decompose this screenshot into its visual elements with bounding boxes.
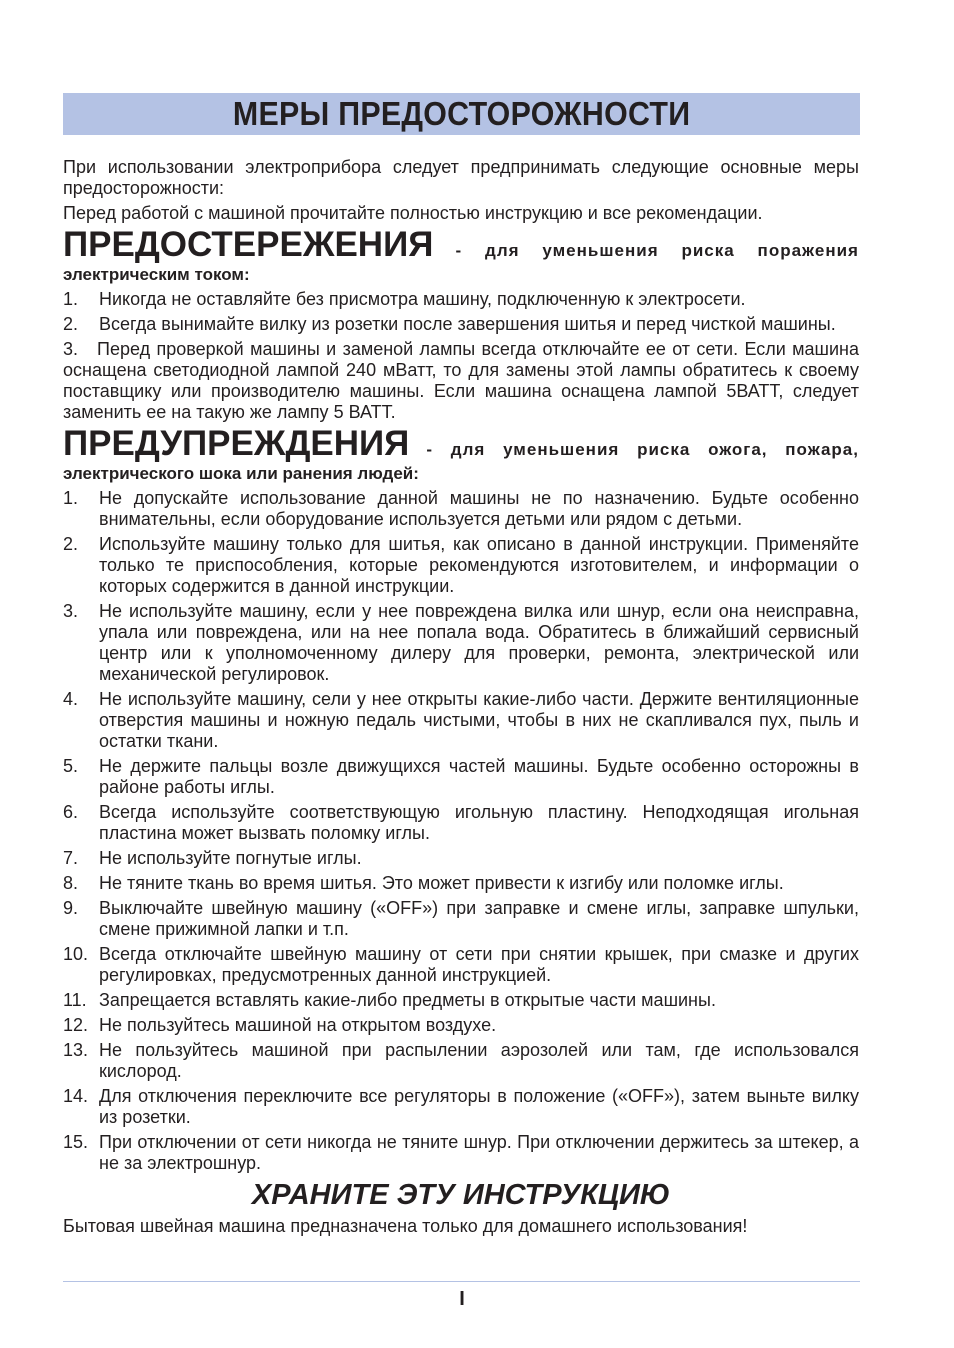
- list-item: [63, 756, 859, 798]
- title-banner: [63, 93, 860, 135]
- content: [63, 157, 859, 1241]
- item-text: Не допускайте использование данной машины не по назначению. Будьте особенно внимательны, если оборудование используется детьми или рядом с детьми.: [99, 488, 859, 529]
- item-number: 9.: [63, 898, 79, 918]
- list-item: [63, 339, 859, 423]
- item-number: 12.: [63, 1015, 89, 1035]
- item-text: Не используйте погнутые иглы.: [99, 848, 362, 868]
- cautions-list: [63, 289, 859, 335]
- item-text: Не держите пальцы возле движущихся частей машины. Будьте особенно осторожны в районе работы иглы.: [99, 756, 859, 797]
- item-number: 2.: [63, 534, 79, 554]
- footer-note: Бытовая швейная машина предназначена только для домашнего использования!: [63, 1216, 748, 1236]
- item-text: Не используйте машину, если у нее повреждена вилка или шнур, если она неисправна, упала или повреждена, или на нее попала вода. Обратитесь в ближайший сервисный центр или к уполномоченному дилеру для проверки, ремонта, электрической или механической регулировок.: [99, 601, 859, 684]
- item-text: Выключайте швейную машину («OFF») при заправке и смене иглы, заправке шпульки, смене прижимной лапки и т.п.: [99, 898, 859, 939]
- item-number: 13.: [63, 1040, 89, 1060]
- item-text: Не используйте машину, сели у нее открыты какие-либо части. Держите вентиляционные отверстия машины и ножную педаль чистыми, чтобы в них не скапливался пух, пыль и остатки ткани.: [99, 689, 859, 751]
- list-item: [63, 990, 859, 1011]
- item-number: 5.: [63, 756, 79, 776]
- item-text: Перед проверкой машины и заменой лампы всегда отключайте ее от сети. Если машина оснащена светодиодной лампой 240 мВатт, то для замены этой лампы обратитесь к своему поставщику или производителю машины. Если машина оснащена лампой 5ВАТТ, следует заменить ее на такую же лампу 5 ВАТТ.: [63, 339, 859, 422]
- list-item: [63, 314, 859, 335]
- list-item: [63, 1040, 859, 1082]
- item-text: Не пользуйтесь машиной при распылении аэрозолей или там, где использовался кислород.: [99, 1040, 859, 1081]
- item-text: Не пользуйтесь машиной на открытом воздухе.: [99, 1015, 497, 1035]
- list-item: [63, 289, 859, 310]
- cautions-heading-tail: - для уменьшения риска поражения: [455, 241, 859, 260]
- cautions-heading-title: ПРЕДОСТЕРЕЖЕНИЯ: [63, 225, 434, 264]
- list-item: [63, 1015, 859, 1036]
- item-text: Не тяните ткань во время шитья. Это может привести к изгибу или поломке иглы.: [99, 873, 784, 893]
- list-item: [63, 534, 859, 597]
- warnings-heading-title: ПРЕДУПРЕЖДЕНИЯ: [63, 424, 410, 463]
- item-number: 7.: [63, 848, 79, 868]
- item-text: Никогда не оставляйте без присмотра машину, подключенную к электросети.: [99, 289, 746, 309]
- warnings-heading-tail: - для уменьшения риска ожога, пожара,: [426, 440, 859, 459]
- item-text: Запрещается вставлять какие-либо предметы в открытые части машины.: [99, 990, 716, 1010]
- list-item: [63, 944, 859, 986]
- item-text: Всегда отключайте швейную машину от сети при снятии крышек, при смазке и других регулировках, предусмотренных данной инструкцией.: [99, 944, 859, 985]
- item-number: 3.: [63, 339, 79, 359]
- item-text: Всегда используйте соответствующую игольную пластину. Неподходящая игольная пластина может вызвать поломку иглы.: [99, 802, 859, 843]
- item-text: При отключении от сети никогда не тяните шнур. При отключении держитесь за штекер, а не за электрошнур.: [99, 1132, 859, 1173]
- cautions-subheading: электрическим током:: [63, 265, 250, 284]
- intro-paragraph: При использовании электроприбора следует предпринимать следующие основные меры предосторожности:: [63, 157, 859, 198]
- item-text: Для отключения переключите все регуляторы в положение («OFF»), затем выньте вилку из розетки.: [99, 1086, 859, 1127]
- item-number: 1.: [63, 488, 79, 508]
- list-item: [63, 848, 859, 869]
- list-item: [63, 601, 859, 685]
- list-item: [63, 1086, 859, 1128]
- page-title: МЕРЫ ПРЕДОСТОРОЖНОСТИ: [232, 95, 691, 132]
- cautions-heading: [63, 225, 859, 268]
- list-item: [63, 689, 859, 752]
- item-number: 3.: [63, 601, 79, 621]
- item-number: 4.: [63, 689, 79, 709]
- item-number: 10.: [63, 944, 89, 964]
- item-number: 11.: [63, 990, 87, 1010]
- list-item: [63, 488, 859, 530]
- item-number: 14.: [63, 1086, 89, 1106]
- item-number: 6.: [63, 802, 79, 822]
- list-item: [63, 802, 859, 844]
- warnings-heading: [63, 424, 859, 467]
- list-item: [63, 898, 859, 940]
- warnings-list: [63, 488, 859, 1174]
- keep-instructions-heading: ХРАНИТЕ ЭТУ ИНСТРУКЦИЮ: [251, 1179, 671, 1211]
- item-number: 15.: [63, 1132, 89, 1152]
- item-number: 2.: [63, 314, 79, 334]
- footer-divider: [63, 1281, 860, 1282]
- item-number: 8.: [63, 873, 79, 893]
- warnings-subheading: электрического шока или ранения людей:: [63, 464, 419, 483]
- page-number: I: [459, 1288, 465, 1310]
- intro-paragraph: Перед работой с машиной прочитайте полностью инструкцию и все рекомендации.: [63, 203, 763, 223]
- item-number: 1.: [63, 289, 79, 309]
- item-text: Всегда вынимайте вилку из розетки после завершения шитья и перед чисткой машины.: [99, 314, 836, 334]
- item-text: Используйте машину только для шитья, как описано в данной инструкции. Применяйте только те приспособления, которые рекомендуются изготовителем, и информации о которых содержится в данной инструкции.: [99, 534, 859, 596]
- list-item: [63, 873, 859, 894]
- list-item: [63, 1132, 859, 1174]
